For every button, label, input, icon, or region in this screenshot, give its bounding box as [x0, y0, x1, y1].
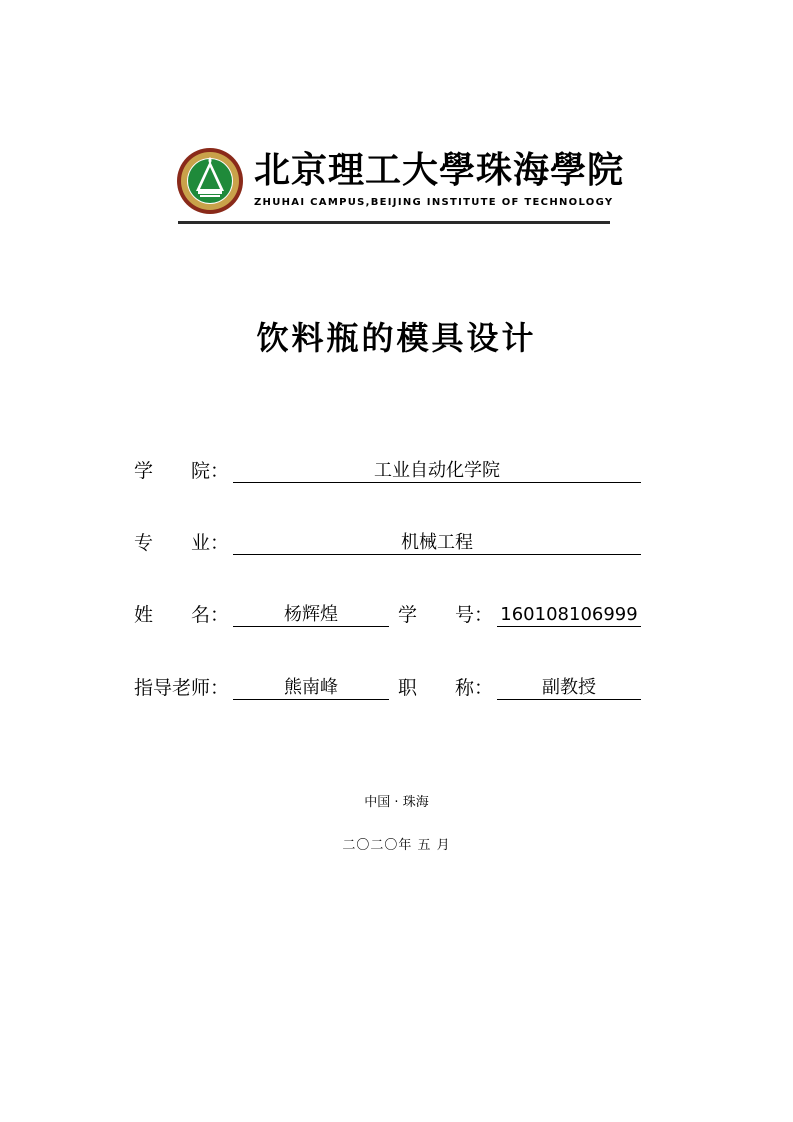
student-id-value: 160108106999 [497, 606, 641, 627]
major-value: 机械工程 [233, 534, 641, 555]
header-divider [178, 221, 610, 224]
school-header [176, 142, 625, 226]
advisor-label: 指导老师： [134, 677, 230, 699]
date-line: 二〇二〇年 五 月 [342, 838, 451, 853]
document-title: 饮料瓶的模具设计 [256, 319, 537, 357]
name-value: 杨辉煌 [233, 606, 389, 627]
title-rank-value: 副教授 [497, 679, 641, 700]
college-value: 工业自动化学院 [233, 462, 641, 483]
school-name-en: ZHUHAI CAMPUS,BEIJING INSTITUTE OF TECHNOLOGY [254, 197, 614, 208]
student-id-label: 学 号： [398, 604, 494, 626]
title-rank-label: 职 称： [398, 677, 494, 699]
place-line: 中国 · 珠海 [364, 795, 429, 810]
major-label: 专 业： [134, 532, 230, 554]
name-label: 姓 名： [134, 604, 230, 626]
college-label: 学 院： [134, 460, 230, 482]
advisor-value: 熊南峰 [233, 679, 389, 700]
school-name-cn: 北京理工大學珠海學院 [254, 149, 625, 191]
school-seal-logo [176, 147, 244, 215]
